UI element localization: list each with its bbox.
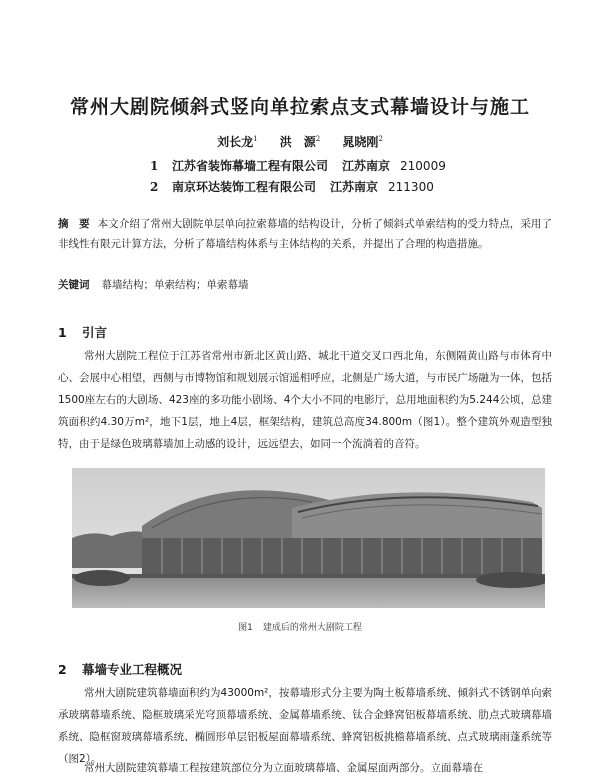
section-heading-1 <box>58 323 107 341</box>
affiliation-org: 南京环达装饰工程有限公司 <box>172 180 317 194</box>
affiliation-2 <box>150 178 434 195</box>
author <box>280 135 320 149</box>
author-name: 洪 源 <box>279 135 316 149</box>
affiliation-city: 江苏南京 <box>330 180 379 194</box>
affiliation-org: 江苏省装饰幕墙工程有限公司 <box>172 159 329 173</box>
author-affiliation-mark: 1 <box>253 135 258 143</box>
abstract <box>58 214 552 254</box>
affiliation-number: 1 <box>150 159 159 173</box>
affiliation-zip: 211300 <box>388 180 434 194</box>
author <box>217 135 257 149</box>
figure-number: 图1 <box>238 623 253 633</box>
affiliation-1 <box>150 157 446 174</box>
section-title: 引言 <box>82 325 108 340</box>
abstract-label: 摘 要 <box>58 218 90 230</box>
affiliation-city: 江苏南京 <box>342 159 391 173</box>
figure-caption-text: 建成后的常州大剧院工程 <box>262 623 362 633</box>
section-2-paragraph-1: 常州大剧院建筑幕墙面积约为43000m²，按幕墙形式分主要为陶土板幕墙系统、倾斜式不锈钢单向索承玻璃幕墙系统、隐框玻璃采光穹顶幕墙系统、金属幕墙系统、钛合金蜂窝铝板幕墙系统、肋点式玻璃幕墙系统、隐框窗玻璃幕墙系统、椭圆形单层铝板屋面幕墙系统、蜂窝铝板挑檐幕墙系统、点式玻璃雨蓬系统等（图2）。 <box>58 687 552 765</box>
author-name: 晁晓刚 <box>342 135 379 149</box>
author-affiliation-mark: 2 <box>315 135 321 143</box>
figure-1-photo <box>72 468 545 608</box>
section-number: 2 <box>58 662 67 677</box>
figure-1-caption <box>0 620 600 633</box>
section-1-paragraph: 常州大剧院工程位于江苏省常州市新北区黄山路、城北干道交叉口西北角，东侧隔黄山路与市体育中心、会展中心相望，西侧与市博物馆和规划展示馆遥相呼应，北侧是广场大道，与市民广场融为一体，包括1500座左右的大剧场、423座的多功能小剧场、4个大小不同的电影厅，总用地面积约为5.244公顷，总建筑面积约4.30万m²，地下1层，地上4层，框架结构，建筑总高度34.800m（图1）。整个建筑外观造型独特，由于是绿色玻璃幕墙加上动感的设计，远远望去，如同一个流淌着的音符。 <box>58 350 552 450</box>
author-list <box>0 133 600 150</box>
author-name: 刘长龙 <box>217 135 254 149</box>
affiliation-zip: 210009 <box>400 159 446 173</box>
section-title: 幕墙专业工程概况 <box>82 662 183 677</box>
section-number: 1 <box>58 325 67 340</box>
abstract-text: 本文介绍了常州大剧院单层单向拉索幕墙的结构设计，分析了倾斜式单索结构的受力特点，采用了非线性有限元计算方法，分析了幕墙结构体系与主体结构的关系，并提出了合理的构造措施。 <box>58 218 553 250</box>
keywords-text: 幕墙结构；单索结构；单索幕墙 <box>101 279 249 291</box>
paper-title: 常州大剧院倾斜式竖向单拉索点支式幕墙设计与施工 <box>69 96 530 118</box>
section-2-paragraph-2: 常州大剧院建筑幕墙工程按建筑部位分为立面玻璃幕墙、金属屋面两部分。立面幕墙在 <box>84 762 483 774</box>
affiliation-number: 2 <box>150 180 159 194</box>
author <box>342 135 382 149</box>
keywords <box>58 276 552 294</box>
section-heading-2 <box>58 660 182 678</box>
keywords-label: 关键词 <box>58 279 90 291</box>
author-affiliation-mark: 2 <box>378 135 383 143</box>
